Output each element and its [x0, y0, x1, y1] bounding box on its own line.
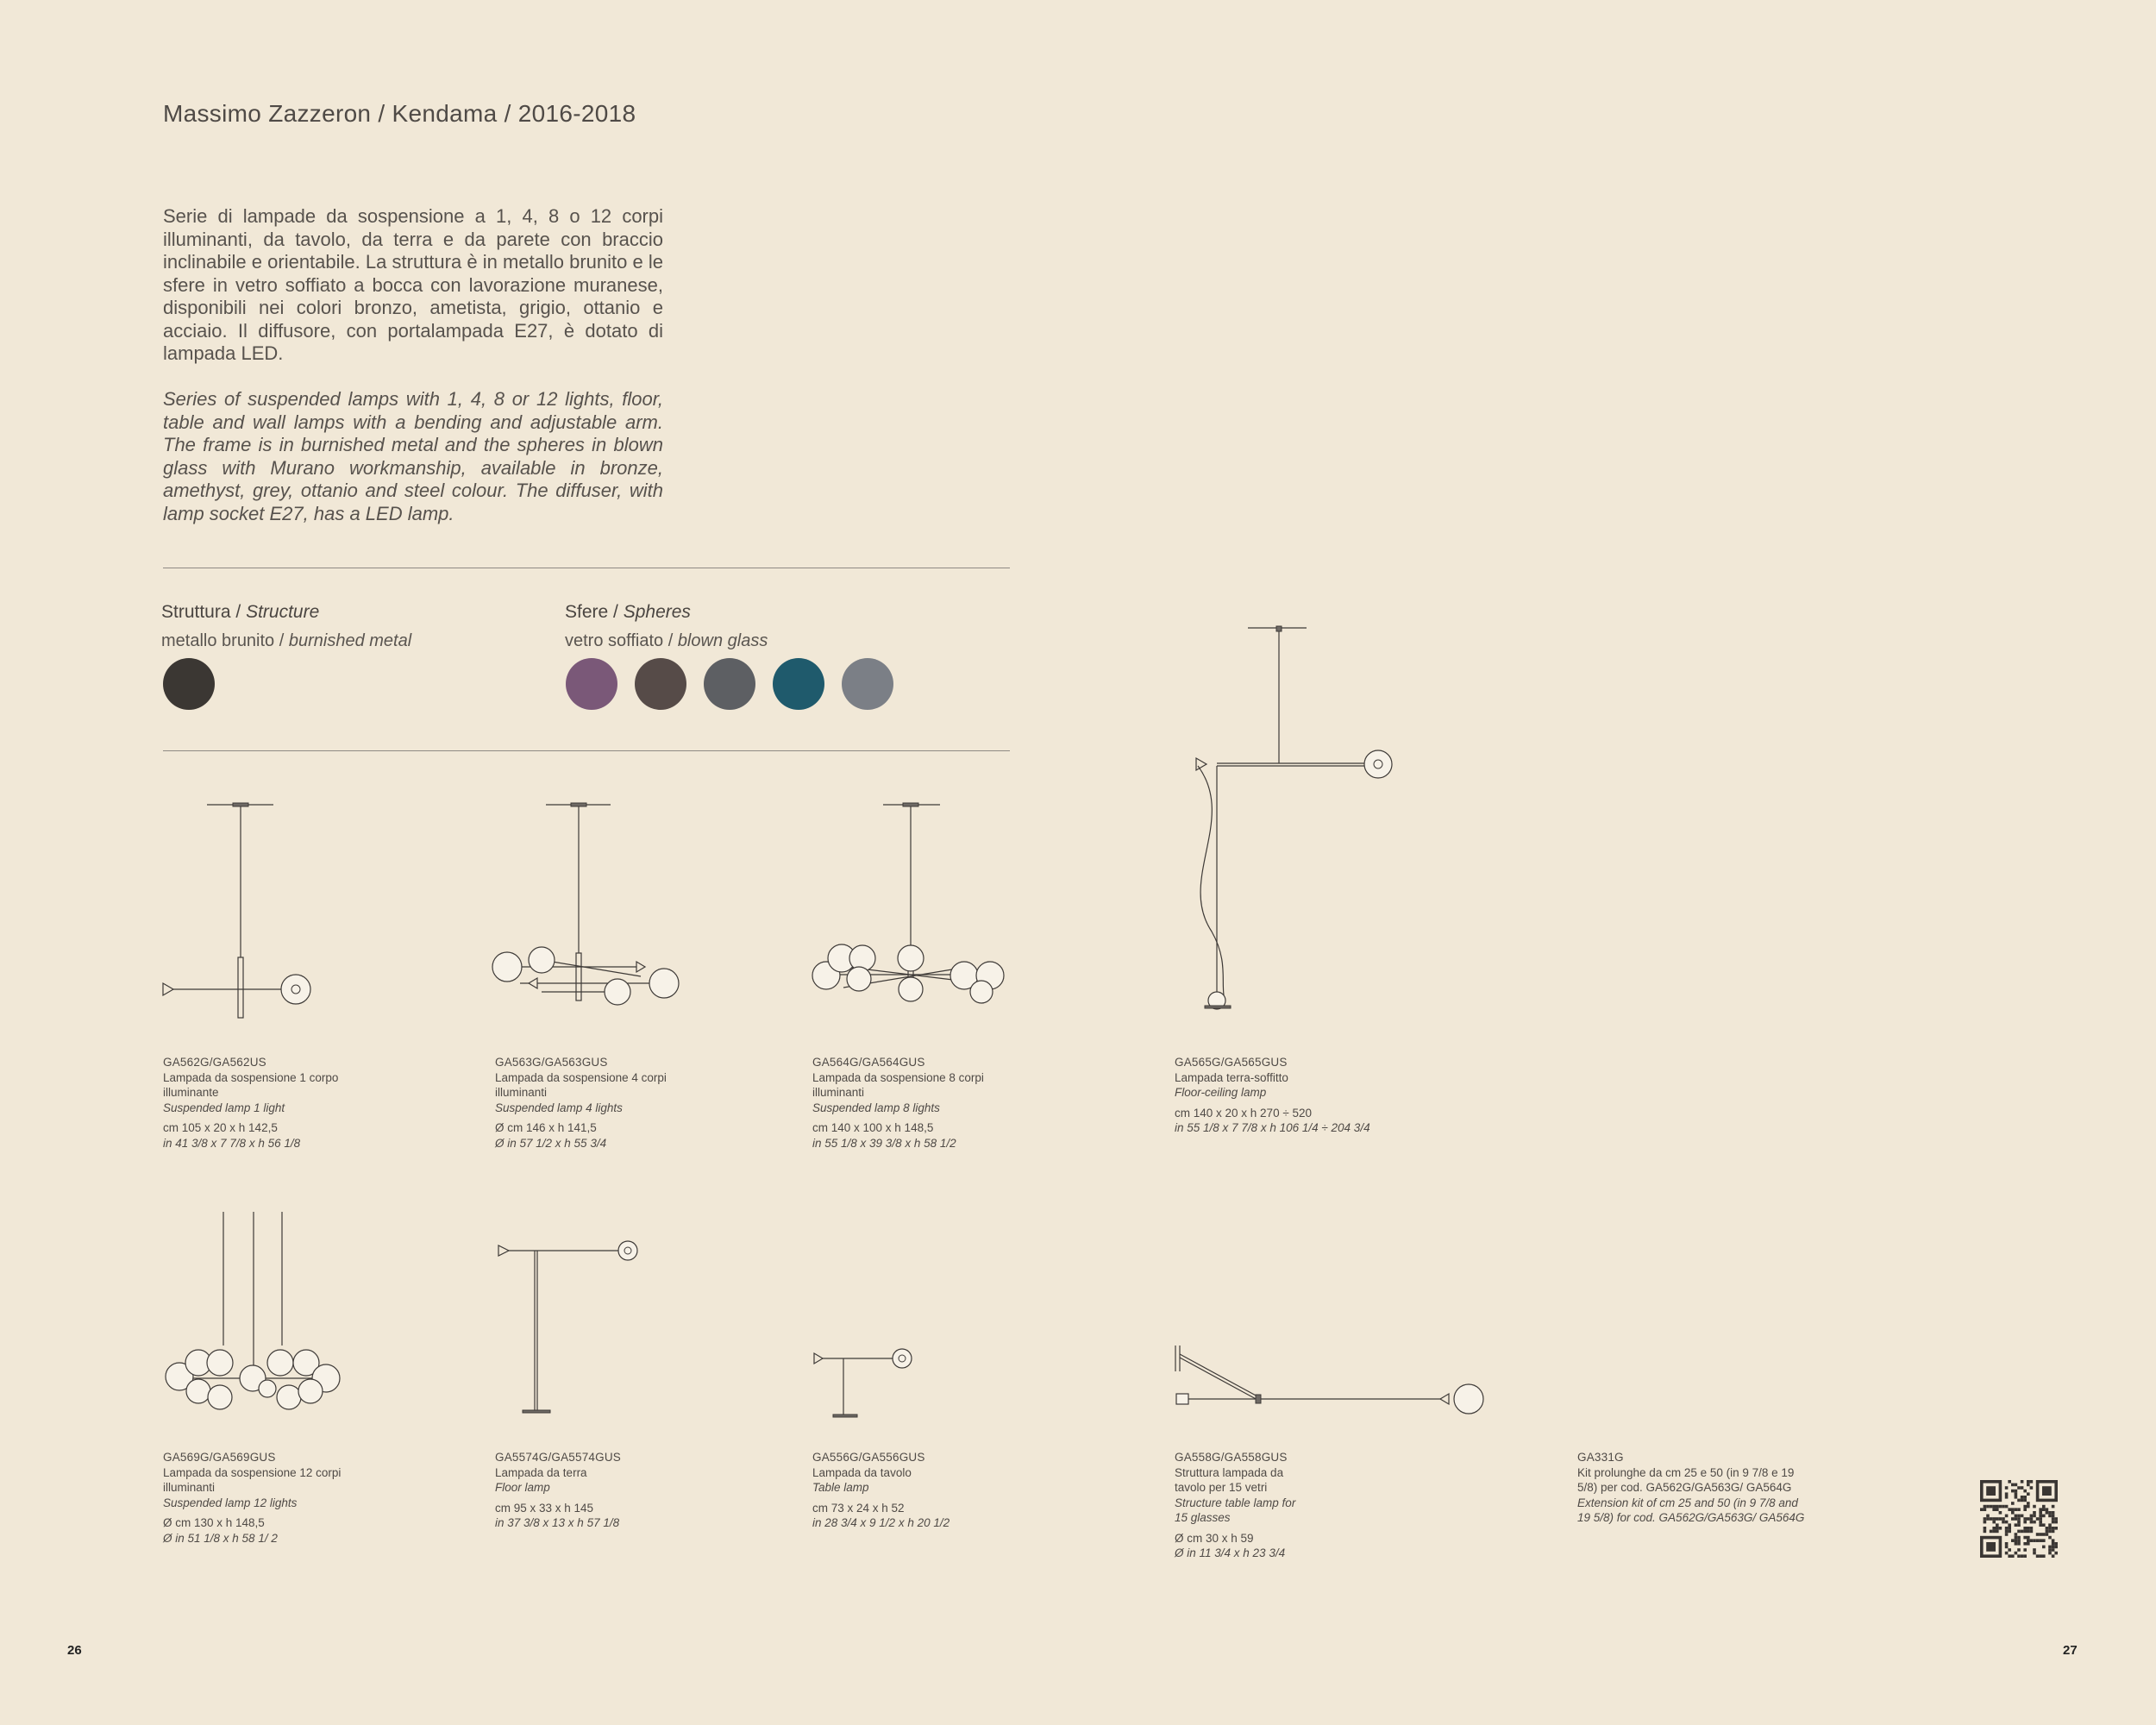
product-name-it: Kit prolunghe da cm 25 e 50 (in 9 7/8 e 19 5/8) per cod. GA562G/GA563G/ GA564G — [1577, 1465, 1795, 1494]
product-name-en: Suspended lamp 12 lights — [163, 1496, 298, 1509]
product-name-it: Lampada da sospensione 4 corpi illuminanti — [495, 1070, 667, 1099]
sphere-swatch[interactable] — [566, 658, 617, 710]
sphere-swatch[interactable] — [704, 658, 755, 710]
spheres-value-it: vetro soffiato — [565, 631, 664, 650]
spheres-label-en: Spheres — [623, 602, 691, 622]
product-dimensions-cm: Ø cm 146 x h 141,5 — [495, 1121, 597, 1134]
drawing-ga562g — [160, 798, 332, 1022]
structure-swatch[interactable] — [163, 658, 215, 710]
structure-value-en: burnished metal — [288, 631, 412, 650]
structure-label-it: Struttura — [161, 602, 231, 622]
product-name-en: Suspended lamp 4 lights — [495, 1101, 623, 1114]
product-code: GA563G/GA563GUS — [495, 1056, 608, 1069]
product-name-en: Extension kit of cm 25 and 50 (in 9 7/8 and 19 5/8) for cod. GA562G/GA563G/ GA564G — [1577, 1496, 1805, 1524]
product-dimensions-in: Ø in 11 3/4 x h 23 3/4 — [1175, 1546, 1286, 1559]
product-dimensions-in: Ø in 51 1/8 x h 58 1/ 2 — [163, 1531, 278, 1545]
spheres-label: Sfere / Spheres — [565, 602, 691, 622]
product-code: GA556G/GA556GUS — [812, 1451, 925, 1464]
product-code: GA569G/GA569GUS — [163, 1451, 276, 1464]
qr-code[interactable] — [1980, 1480, 2058, 1558]
product-name-en: Suspended lamp 8 lights — [812, 1101, 940, 1114]
product-name-en: Floor-ceiling lamp — [1175, 1086, 1267, 1099]
structure-value-it: metallo brunito — [161, 631, 275, 650]
product-dimensions-in: Ø in 57 1/2 x h 55 3/4 — [495, 1136, 607, 1150]
product-code: GA558G/GA558GUS — [1175, 1451, 1288, 1464]
page-number-left: 26 — [67, 1643, 82, 1658]
product-dimensions-cm: cm 95 x 33 x h 145 — [495, 1501, 594, 1515]
product-dimensions-cm: Ø cm 30 x h 59 — [1175, 1531, 1254, 1545]
product-name-it: Lampada da terra — [495, 1465, 587, 1479]
product-name-it: Lampada da sospensione 1 corpo illuminante — [163, 1070, 339, 1099]
description-italian: Serie di lampade da sospensione a 1, 4, 8 o 12 corpi illuminanti, da tavolo, da terra e da parete con braccio inclinabile e orientabile. La struttura è in metallo brunito e le sfere in vetro soffiato a bocca con lavorazione muranese, disponibili nei colori bronzo, ametista, grigio, ottanio e acciaio. Il diffusore, con portalampada E27, è dotato di lampada LED. — [163, 205, 663, 364]
product-ga558g — [1175, 1450, 1304, 1561]
product-name-en: Structure table lamp for 15 glasses — [1175, 1496, 1296, 1524]
structure-label-en: Structure — [246, 602, 320, 622]
drawing-ga556g — [811, 1341, 923, 1419]
product-code: GA565G/GA565GUS — [1175, 1056, 1288, 1069]
description-english: Series of suspended lamps with 1, 4, 8 or 12 lights, floor, table and wall lamps with a bending and adjustable arm. The frame is in burnished metal and the spheres in blown glass with Murano workmanship, available in bronze, amethyst, grey, ottanio and steel colour. The diffuser, with lamp socket E27, has a LED lamp. — [163, 388, 663, 524]
product-ga556g — [812, 1450, 1037, 1531]
page-number-right: 27 — [2063, 1643, 2078, 1658]
drawing-ga565g — [1186, 621, 1410, 1009]
product-name-it: Lampada da sospensione 12 corpi illuminanti — [163, 1465, 342, 1494]
product-ga565g — [1175, 1055, 1451, 1136]
product-code: GA562G/GA562US — [163, 1056, 266, 1069]
sphere-swatch[interactable] — [773, 658, 824, 710]
product-ga564g — [812, 1055, 1037, 1151]
product-name-en: Suspended lamp 1 light — [163, 1101, 285, 1114]
sphere-swatch[interactable] — [635, 658, 686, 710]
sphere-swatch[interactable] — [842, 658, 893, 710]
drawing-ga563g — [490, 798, 697, 1022]
product-name-en: Floor lamp — [495, 1481, 550, 1494]
product-ga562g — [163, 1055, 387, 1151]
product-code: GA564G/GA564GUS — [812, 1056, 925, 1069]
product-name-it: Lampada da tavolo — [812, 1465, 912, 1479]
structure-value: metallo brunito / burnished metal — [161, 631, 412, 650]
spheres-label-it: Sfere — [565, 602, 609, 622]
product-ga569g — [163, 1450, 387, 1546]
product-name-en: Table lamp — [812, 1481, 869, 1494]
product-ga331g — [1577, 1450, 1806, 1526]
product-ga563g — [495, 1055, 719, 1151]
product-name-it: Lampada terra-soffitto — [1175, 1070, 1288, 1084]
product-dimensions-in: in 55 1/8 x 39 3/8 x h 58 1/2 — [812, 1136, 956, 1150]
drawing-ga5574g — [492, 1233, 638, 1423]
product-dimensions-in: in 28 3/4 x 9 1/2 x h 20 1/2 — [812, 1516, 950, 1529]
drawing-ga564g — [809, 798, 1016, 1022]
product-name-it: Struttura lampada da tavolo per 15 vetri — [1175, 1465, 1284, 1494]
product-ga5574g — [495, 1450, 719, 1531]
product-dimensions-in: in 41 3/8 x 7 7/8 x h 56 1/8 — [163, 1136, 301, 1150]
structure-label: Struttura / Structure — [161, 602, 320, 622]
drawing-ga558g — [1173, 1341, 1492, 1427]
product-code: GA331G — [1577, 1451, 1624, 1464]
product-name-it: Lampada da sospensione 8 corpi illuminanti — [812, 1070, 984, 1099]
page-title: Massimo Zazzeron / Kendama / 2016-2018 — [163, 100, 636, 127]
product-dimensions-in: in 55 1/8 x 7 7/8 x h 106 1/4 ÷ 204 3/4 — [1175, 1121, 1370, 1134]
spheres-value-en: blown glass — [677, 631, 768, 650]
drawing-ga569g — [160, 1208, 349, 1414]
divider-bottom — [163, 750, 1010, 751]
spheres-value: vetro soffiato / blown glass — [565, 631, 768, 650]
product-dimensions-cm: Ø cm 130 x h 148,5 — [163, 1516, 265, 1529]
product-dimensions-cm: cm 105 x 20 x h 142,5 — [163, 1121, 278, 1134]
product-dimensions-cm: cm 140 x 100 x h 148,5 — [812, 1121, 934, 1134]
product-dimensions-in: in 37 3/8 x 13 x h 57 1/8 — [495, 1516, 620, 1529]
product-dimensions-cm: cm 140 x 20 x h 270 ÷ 520 — [1175, 1106, 1313, 1120]
product-dimensions-cm: cm 73 x 24 x h 52 — [812, 1501, 905, 1515]
product-code: GA5574G/GA5574GUS — [495, 1451, 621, 1464]
